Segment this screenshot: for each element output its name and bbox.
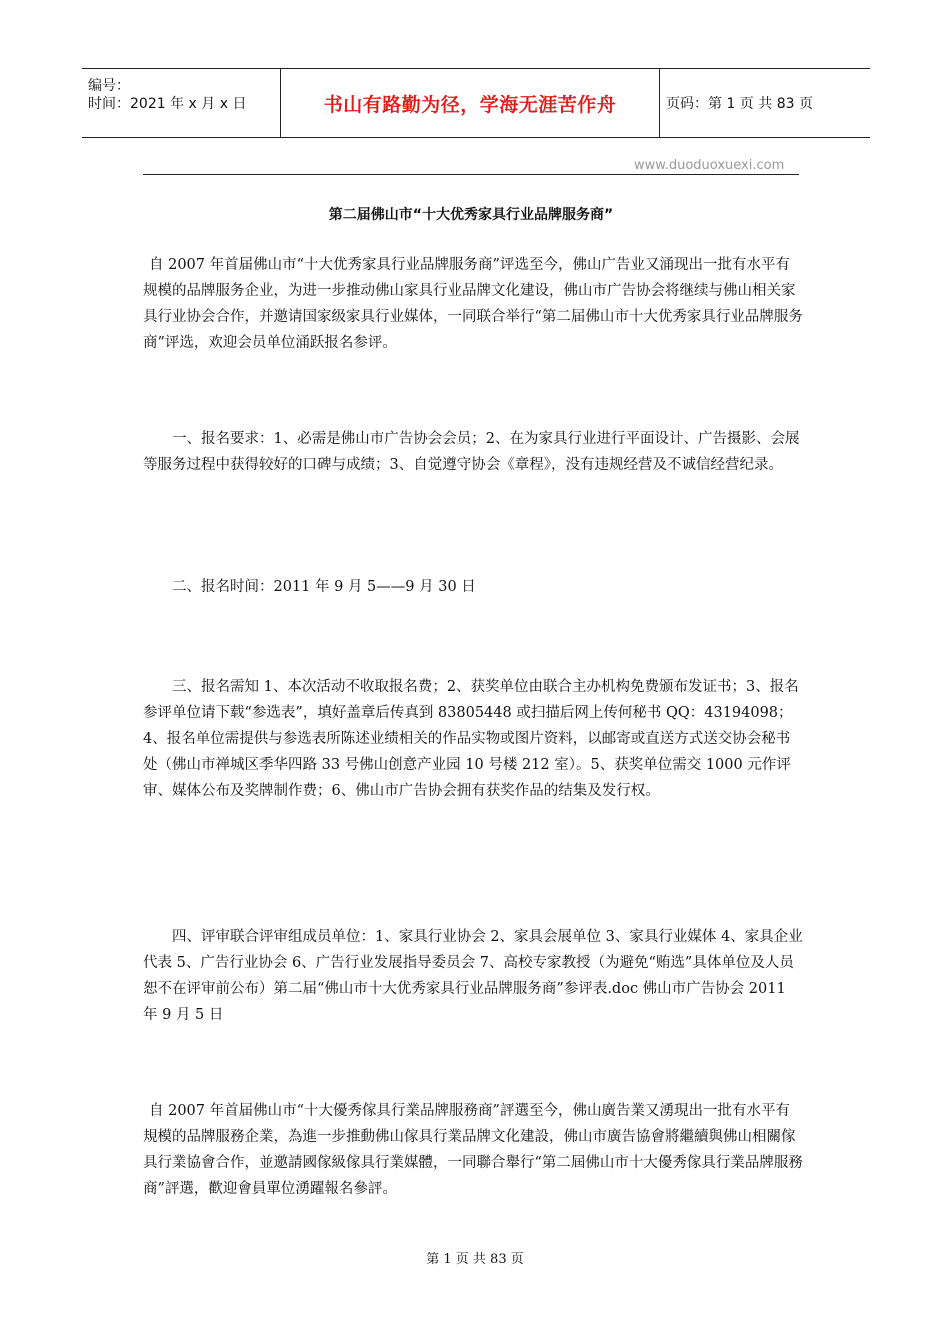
intro-paragraph: 自 2007 年首届佛山市“十大优秀家具行业品牌服务商”评选至今，佛山广告业又涌现出一批有水平有规模的品牌服务企业，为进一步推动佛山家具行业品牌文化建设，佛山市广告协会将继续与佛山相关家具行业协会合作，并邀请国家级家具行业媒体，一同联合举行“第二届佛山市十大优秀家具行业品牌服务商”评选，欢迎会员单位涌跃报名参评。 (143, 257, 803, 351)
page-info: 页码：第 1 页 共 83 页 (666, 96, 813, 112)
section-1-paragraph: 一、报名要求：1、必需是佛山市广告协会会员；2、在为家具行业进行平面设计、广告摄影、会展等服务过程中获得较好的口碑与成绩；3、自觉遵守协会《章程》，没有违规经营及不诚信经营纪录。 (143, 431, 800, 473)
watermark-url: www.duoduoxuexi.com (634, 158, 785, 173)
header-table (82, 68, 870, 138)
header-meta-cell (82, 69, 281, 137)
intro-traditional-paragraph: 自 2007 年首届佛山市“十大優秀傢具行業品牌服務商”評選至今，佛山廣告業又湧現出一批有水平有規模的品牌服務企業，為進一步推動佛山傢具行業品牌文化建設，佛山市廣告協會將繼續與佛山相關傢具行業協會合作，並邀請國傢級傢具行業媒體，一同聯合舉行“第二屆佛山市十大優秀傢具行業品牌服務商”評選，歡迎會員單位湧躍報名參評。 (143, 1103, 803, 1197)
section-3-paragraph: 三、报名需知 1、本次活动不收取报名费；2、获奖单位由联合主办机构免费颁布发证书；3、报名参评单位请下载“参选表”，填好盖章后传真到 83805448 或扫描后网上传何秘书 QQ：43194098；4、报名单位需提供与参选表所陈述业绩相关的作品实物或图片资料，以邮寄或直送方式送交协会秘书处（佛山市禅城区季华四路 33 号佛山创意产业园 10 号楼 212 室）。5、获奖单位需交 1000 元作评审、媒体公布及奖牌制作费；6、佛山市广告协会拥有获奖作品的结集及发行权。 (143, 679, 799, 799)
time-label: 时间：2021 年 x 月 x 日 (88, 96, 247, 112)
section-2-paragraph: 二、报名时间：2011 年 9 月 5——9 月 30 日 (172, 579, 476, 595)
header-motto-cell (281, 69, 660, 137)
motto-text: 书山有路勤为径，学海无涯苦作舟 (323, 93, 617, 116)
header-rule (143, 174, 799, 175)
document-title: 第二届佛山市“十大优秀家具行业品牌服务商” (328, 207, 614, 223)
page-footer: 第 1 页 共 83 页 (426, 1252, 524, 1267)
section-4-paragraph: 四、评审联合评审组成员单位：1、家具行业协会 2、家具会展单位 3、家具行业媒体 4、家具企业代表 5、广告行业协会 6、广告行业发展指导委员会 7、高校专家教授（为避免“贿选”具体单位及人员恕不在评审前公布）第二届“佛山市十大优秀家具行业品牌服务商”参评表.doc 佛山市广告协会 2011 年 9 月 5 日 (143, 929, 803, 1023)
number-label: 编号： (88, 78, 130, 94)
